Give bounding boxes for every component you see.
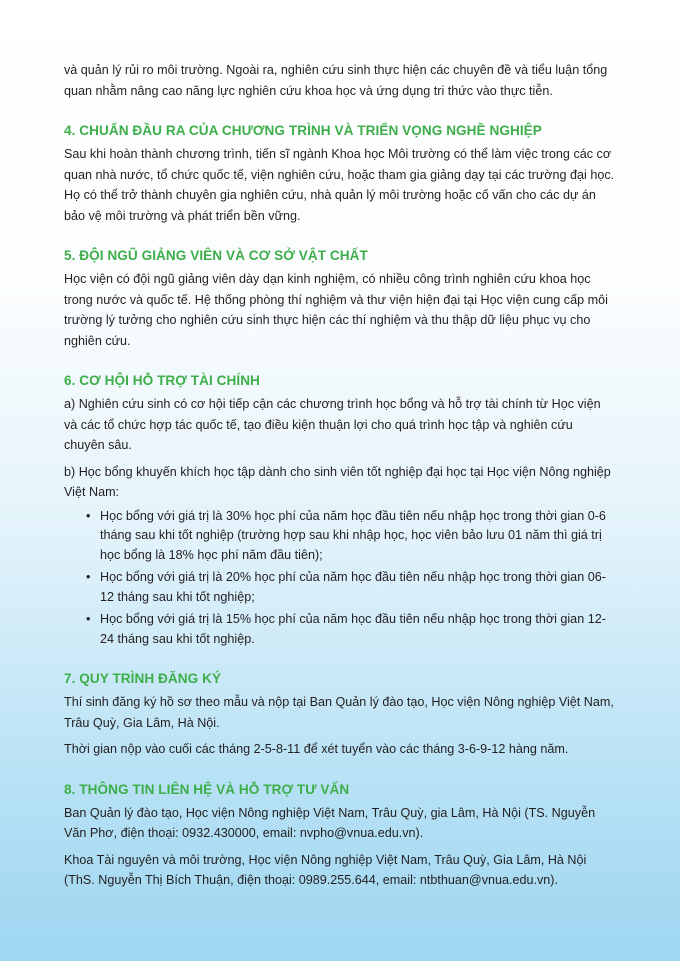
section-title: 8. THÔNG TIN LIÊN HỆ VÀ HỖ TRỢ TƯ VẤN [64,781,350,797]
section-paragraph: a) Nghiên cứu sinh có cơ hội tiếp cận các chương trình học bổng và hỗ trợ tài chính từ Học viện và các tổ chức hợp tác quốc tế, tạo điều kiện thuận lợi cho quá trình học tập và nghiên cứu chuyên sâu. [64,397,601,452]
section-paragraph: Ban Quản lý đào tạo, Học viện Nông nghiệp Việt Nam, Trâu Quỳ, gia Lâm, Hà Nội (TS. Nguyễn Văn Phơ, điện thoại: 0932.430000, email: nvpho@vnua.edu.vn). [64,805,596,840]
section-faculty-facilities [64,246,616,351]
intro-paragraph: và quản lý rủi ro môi trường. Ngoài ra, nghiên cứu sinh thực hiện các chuyên đề và tiểu luận tổng quan nhằm nâng cao năng lực nghiên cứu khoa học và ứng dụng tri thức vào thực tiễn. [64,63,608,98]
section-paragraph: Thời gian nộp vào cuối các tháng 2-5-8-11 để xét tuyển vào các tháng 3-6-9-12 hàng năm. [64,742,569,756]
section-paragraph: Thí sinh đăng ký hồ sơ theo mẫu và nộp tại Ban Quản lý đào tạo, Học viện Nông nghiệp Việt Nam, Trâu Quỳ, Gia Lâm, Hà Nội. [64,695,614,730]
section-financial-support [64,371,616,649]
section-title: 7. QUY TRÌNH ĐĂNG KÝ [64,671,222,686]
section-paragraph: Học viện có đội ngũ giảng viên dày dạn kinh nghiệm, có nhiều công trình nghiên cứu khoa học trong nước và quốc tế. Hệ thống phòng thí nghiệm và thư viện hiện đại tại Học viện cung cấp môi trường lý tưởng cho nghiên cứu sinh thực hiện các thí nghiệm và thu thập dữ liệu phục vụ cho nghiên cứu. [64,272,608,348]
list-item: • Học bổng với giá trị là 15% học phí của năm học đầu tiên nếu nhập học trong thời gian 12-24 tháng sau khi tốt nghiệp. [100,610,616,649]
list-item: • Học bổng với giá trị là 30% học phí của năm học đầu tiên nếu nhập học trong thời gian 0-6 tháng sau khi tốt nghiệp (trường hợp sau khi nhập học, học viên bảo lưu 01 năm thì giá trị học bổng là 18% học phí năm đầu tiên); [100,507,616,566]
section-career-outcomes [64,121,616,226]
section-registration [64,669,616,760]
scholarship-list [64,507,616,650]
section-contact [64,780,616,891]
list-item: • Học bổng với giá trị là 20% học phí của năm học đầu tiên nếu nhập học trong thời gian 06-12 tháng sau khi tốt nghiệp; [100,568,616,607]
section-paragraph: Sau khi hoàn thành chương trình, tiến sĩ ngành Khoa học Môi trường có thể làm việc trong các cơ quan nhà nước, tổ chức quốc tế, viện nghiên cứu, hoặc tham gia giảng dạy tại các trường đại học. Họ có thể trở thành chuyên gia nghiên cứu, nhà quản lý môi trường hoặc cố vấn cho các dự án bảo vệ môi trường và phát triển bền vững. [64,147,615,223]
section-title: 6. CƠ HỘI HỖ TRỢ TÀI CHÍNH [64,373,260,388]
section-title: 5. ĐỘI NGŨ GIẢNG VIÊN VÀ CƠ SỞ VẬT CHẤT [64,248,368,263]
section-paragraph: b) Học bổng khuyến khích học tập dành cho sinh viên tốt nghiệp đại học tại Học viện Nông nghiệp Việt Nam: [64,464,611,499]
section-paragraph: Khoa Tài nguyên và môi trường, Học viện Nông nghiệp Việt Nam, Trâu Quỳ, Gia Lâm, Hà Nội (ThS. Nguyễn Thị Bích Thuận, điện thoại: 0989.255.644, email: ntbthuan@vnua.edu.vn). [64,852,587,887]
section-title: 4. CHUẨN ĐẦU RA CỦA CHƯƠNG TRÌNH VÀ TRIỂN VỌNG NGHỀ NGHIỆP [64,123,542,138]
